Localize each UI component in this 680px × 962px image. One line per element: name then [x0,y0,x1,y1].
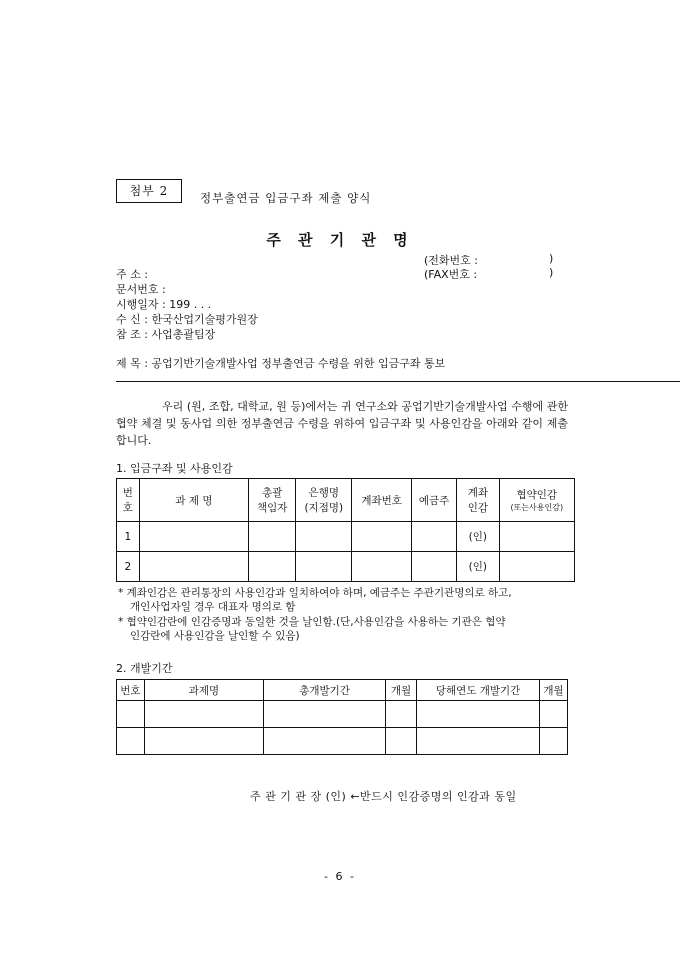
phone-label: (전화번호 : [424,254,478,267]
note-1-line1: * 계좌인감은 관리통장의 사용인감과 일치하여야 하며, 예금주는 주관기관명의로 하고, [118,587,512,599]
row-no: 1 [117,522,140,552]
organization-title: 주 관 기 관 명 [266,231,414,249]
signature-line: 주 관 기 관 장 (인) ←반드시 인감증명의 인감과 동일 [250,790,517,803]
reference-field: 참 조 : 사업총괄팀장 [116,328,216,341]
header-months-2: 개월 [540,680,568,701]
table-row [117,701,568,728]
subject-field: 제 목 : 공업기반기술개발사업 정부출연금 수령을 위한 입금구좌 통보 [116,357,446,370]
period-table [116,679,568,755]
address-field: 주 소 : [116,268,148,281]
date-field: 시행일자 : 199 . . . [116,298,212,311]
phone-close: ) [549,252,554,265]
note-1-line2: 개인사업자일 경우 대표자 명의로 함 [130,601,296,613]
fax-label: (FAX번호 : [424,268,478,281]
divider [116,381,680,382]
attachment-title: 정부출연금 입금구좌 제출 양식 [200,191,372,205]
table-row [117,728,568,755]
note-2-line2: 인감란에 사용인감을 날인할 수 있음) [130,630,300,642]
page-number: - 6 - [324,870,356,883]
header-bank: 은행명 (지점명) [296,479,352,522]
recipient-field: 수 신 : 한국산업기술평가원장 [116,313,258,326]
body-paragraph: 우리 (원, 조합, 대학교, 원 등)에서는 귀 연구소와 공업기반기술개발사업 수행에 관한 협약 체결 및 동사업 의한 정부출연금 수령을 위하여 입금구좌 및 사용인감을 아래와 같이 제출합니다. [116,400,568,447]
header-project: 과제명 [144,680,263,701]
table-row [117,522,575,552]
header-agreement-seal: 협약인감 (또는사용인감) [499,479,574,522]
attachment-badge: 첨부 2 [116,179,182,203]
row-seal: (인) [457,552,499,582]
section1-title: 1. 입금구좌 및 사용인감 [116,462,233,475]
table-header-row [117,479,575,522]
header-months-1: 개월 [386,680,417,701]
fax-close: ) [549,266,554,279]
header-no: 번호 [117,680,145,701]
header-seal: 계좌 인감 [457,479,499,522]
header-no: 번 호 [117,479,140,522]
header-account: 계좌번호 [352,479,412,522]
table-row [117,552,575,582]
header-depositor: 예금주 [412,479,457,522]
header-year-period: 당해연도 개발기간 [416,680,539,701]
table-header-row [117,680,568,701]
header-manager: 총괄 책임자 [249,479,296,522]
row-seal: (인) [457,522,499,552]
note-2-line1: * 협약인감란에 인감증명과 동일한 것을 날인함.(단,사용인감을 사용하는 기관은 협약 [118,616,506,628]
header-project: 과 제 명 [139,479,249,522]
doc-number-field: 문서번호 : [116,283,166,296]
header-total-period: 총개발기간 [264,680,386,701]
section2-title: 2. 개발기간 [116,662,173,675]
account-table [116,478,575,582]
row-no: 2 [117,552,140,582]
